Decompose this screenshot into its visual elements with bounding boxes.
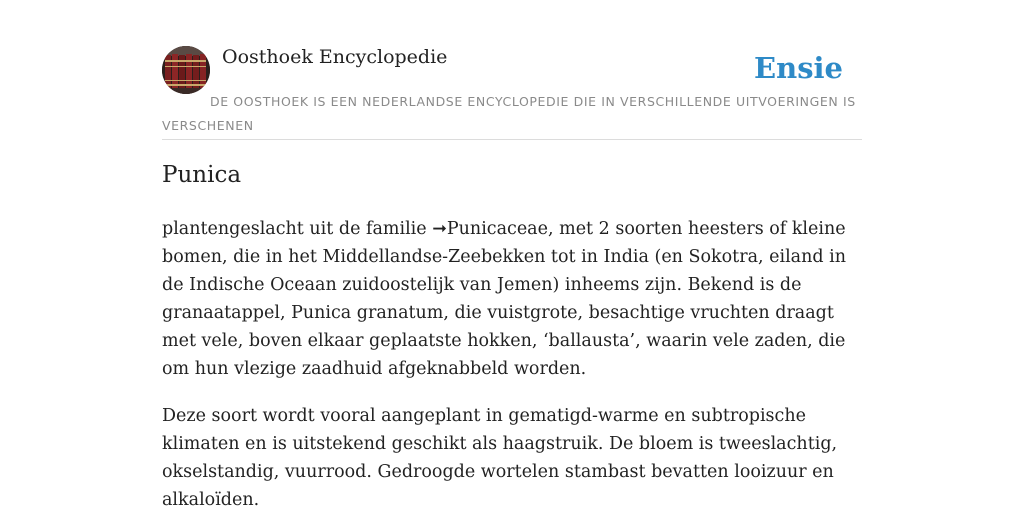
encyclopedia-books-icon xyxy=(162,46,210,94)
paragraph-text: plantengeslacht uit de familie xyxy=(162,219,433,239)
cross-reference-label: Punicaceae xyxy=(446,219,548,239)
article-paragraph: Deze soort wordt vooral aangeplant in gematigd-warme en subtropische klimaten en is uitstekend geschikt als haagstruik. De bloem is tweeslachtig, okselstandig, vuurrood. Gedroogde wortelen stambast bevatten looizuur en alkaloïden. xyxy=(162,406,838,510)
cross-reference-link[interactable] xyxy=(432,219,548,239)
article-title: Punica xyxy=(162,162,242,188)
avatar[interactable] xyxy=(162,46,210,94)
article-body xyxy=(162,215,868,512)
arrow-right-icon: ➞ xyxy=(432,219,447,239)
site-name[interactable]: Oosthoek Encyclopedie xyxy=(222,46,448,68)
site-tagline: DE OOSTHOEK IS EEN NEDERLANDSE ENCYCLOPEDIE DIE IN VERSCHILLENDE UITVOERINGEN IS VERSCHENEN xyxy=(162,94,856,133)
article-paragraph xyxy=(162,215,868,383)
brand-logo[interactable]: Ensie xyxy=(754,51,843,85)
page-container xyxy=(162,0,862,510)
paragraph-text: , met 2 soorten heesters of kleine bomen, die in het Middellandse-Zeebekken tot in India (en Sokotra, eiland in de Indische Oceaan zuidoostelijk van Jemen) inheems zijn. Bekend is de granaatappel, Punica granatum, die vuistgrote, besachtige vruchten draagt met vele, boven elkaar geplaatste hokken, ‘ballausta’, waarin vele zaden, die om hun vlezige zaadhuid afgeknabbeld worden. xyxy=(162,219,847,379)
site-header xyxy=(162,0,862,140)
